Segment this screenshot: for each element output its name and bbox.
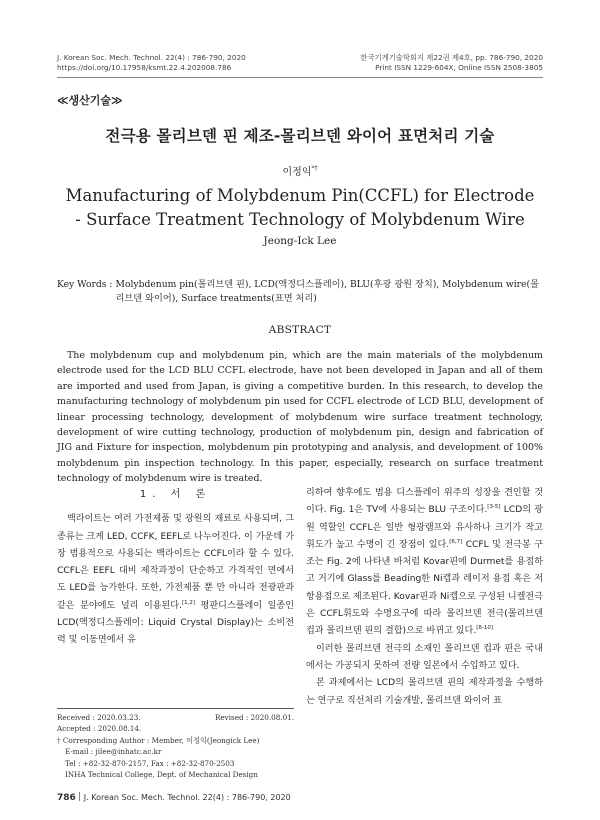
paragraph-text: 평판디스플레이 일종인 LCD(액정디스플레이: Liquid Crystal Display)는 소비전력 및 이동면에서 유	[57, 600, 294, 646]
body-column-left	[57, 486, 294, 650]
intro-paragraph-cont	[306, 485, 543, 641]
article-footnote	[57, 712, 294, 780]
footer-journal: J. Korean Soc. Mech. Technol. 22(4) : 786-790, 2020	[83, 793, 291, 802]
citation-ref[interactable]: [8-10]	[476, 625, 494, 632]
dates-row	[57, 712, 294, 723]
intro-paragraph: 본 과제에서는 LCD의 몰리브덴 핀의 제작과정을 수행하는 연구로 직선처리 기술개발, 몰리브덴 와이어 표	[306, 678, 543, 706]
accepted-date: Accepted : 2020.08.14.	[57, 724, 142, 734]
author-email[interactable]: E-mail : jilee@inhatc.ac.kr	[65, 747, 162, 757]
footer-separator	[79, 792, 80, 801]
author-affiliation: INHA Technical College, Dept. of Mechanical Design	[65, 770, 258, 780]
paragraph-text: 리하여 향후에도 범용 디스플레이 위주의 성장을 견인할 것이다. Fig. 1은 TV에 사용되는 BLU 구조이다.	[306, 488, 543, 516]
title-english-line1: Manufacturing of Molybdenum Pin(CCFL) for Electrode	[65, 186, 535, 205]
author-korean	[0, 163, 600, 178]
page-footer	[57, 792, 291, 803]
keywords-label: Key Words :	[57, 279, 113, 290]
author-english: Jeong-Ick Lee	[263, 235, 337, 247]
received-date: Received : 2020.03.23.	[57, 713, 141, 722]
doi-link[interactable]: https://doi.org/10.17958/ksmt.22.4.202008.786	[57, 63, 232, 72]
abstract-heading: ABSTRACT	[268, 324, 332, 336]
running-header-left	[57, 53, 246, 73]
intro-paragraph	[57, 511, 294, 649]
revised-date: Revised : 2020.08.01.	[215, 713, 294, 722]
intro-paragraph: 이러한 몰리브덴 전극의 소재인 몰리브덴 컵과 핀은 국내에서는 가공되지 못하여 전량 일본에서 수입하고 있다.	[306, 643, 543, 671]
running-header-right	[361, 53, 543, 73]
author-mark: *†	[311, 165, 318, 172]
title-english-line2: - Surface Treatment Technology of Molybdenum Wire	[75, 210, 525, 229]
author-phone: Tel : +82-32-870-2157, Fax : +82-32-870-2503	[65, 758, 235, 768]
journal-citation: J. Korean Soc. Mech. Technol. 22(4) : 786-790, 2020	[57, 53, 246, 62]
corresponding-author: † Corresponding Author : Member, 이정익(Jeongick Lee)	[57, 735, 260, 745]
article-category: ≪생산기술≫	[57, 94, 123, 107]
body-column-right	[306, 485, 543, 710]
author-korean-name: 이정익	[282, 167, 312, 178]
citation-ref[interactable]: [1,2]	[181, 599, 196, 606]
paragraph-text: 백라이트는 여러 가전제품 및 광원의 재료로 사용되며, 그 종류는 크게 LED, CCFK, EEFL로 나누어진다. 이 가운데 가장 범용적으로 사용되는 백라이트는 CCFL이라 할 수 있다. CCFL은 EEFL 대비 제작과정이 단순하고 가격적인 면에서도 LED를 능가한다. 또한, 가전제품 뿐 만 아니라 전광판과 같은 분야에도 널리 이용된다.	[57, 514, 294, 611]
citation-ref[interactable]: [6,7]	[449, 538, 463, 545]
paragraph-text: LCD의 광원 역할인 CCFL은 일반 형광램프와 유사하나 크기가 작고 휘도가 높고 수명이 긴 장점이 있다.	[306, 505, 543, 550]
citation-ref[interactable]: [3-5]	[487, 504, 501, 511]
abstract-body: The molybdenum cup and molybdenum pin, which are the main materials of the molybdenum electrode used for the LCD BLU CCFL electrode, have not been developed in Japan and all of them are imported and used from Japan, is giving a competitive burden. In this research, to develop the manufacturing technology of molybdenum pin used for CCFL electrode of LCD BLU, development of linear processing technology, development of molybdenum wire surface treatment technology, development of wire cutting technology, production of molybdenum pin, design and fabrication of JIG and Fixture for inspection, molybdenum pin prototyping and analysis, and development of 100% molybdenum pin inspection technology. In this paper, especially, research on surface treatment technology of molybdenum wire is treated.	[57, 350, 543, 485]
footnote-divider	[57, 708, 294, 709]
keywords	[57, 278, 543, 306]
title-english	[0, 184, 600, 232]
header-divider	[57, 77, 543, 78]
title-korean: 전극용 몰리브덴 핀 제조-몰리브덴 와이어 표면처리 기술	[105, 127, 495, 145]
keywords-text: Molybdenum pin(몰리브덴 핀), LCD(액정디스플레이), BLU(후광 광원 장치), Molybdenum wire(몰리브덴 와이어), Surface treatments(표면 처리)	[115, 279, 539, 304]
section-heading: 1. 서 론	[139, 489, 212, 500]
page-number: 786	[57, 793, 76, 803]
issn-info: Print ISSN 1229-604X, Online ISSN 2508-3805	[375, 63, 543, 72]
paragraph-text: CCFL 및 전극봉 구조는 Fig. 2에 나타낸 바처럼 Kovar핀에 Durmet를 용접하고 거기에 Glass를 Beading한 Ni캡과 레이저 용접 혹은 저항용접으로 제조된다. Kovar핀과 Ni캡으로 구성된 니켈전극은 CCFL휘도와 수명요구에 따라 몰리브덴 전극(몰리브덴 컵과 몰리브덴 핀의 결합)으로 바뀌고 있다.	[306, 539, 544, 637]
journal-citation-ko: 한국기계기술학회지 제22권 제4호, pp. 786-790, 2020	[360, 53, 543, 62]
